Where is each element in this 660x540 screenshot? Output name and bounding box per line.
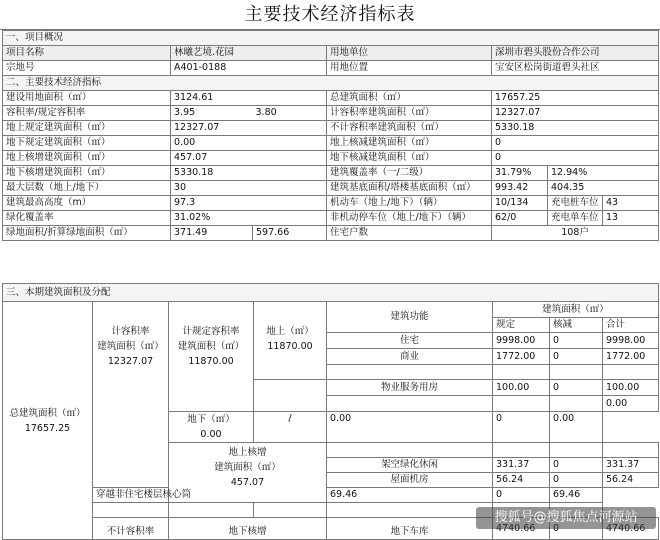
indicator-label: 计容积率建筑面积（㎡） bbox=[327, 106, 492, 121]
indicator-value: 371.49 bbox=[171, 226, 253, 241]
area-reduced: 0 bbox=[493, 412, 550, 443]
indicator-value-2: 43 bbox=[603, 196, 659, 211]
underground-label: 地下（㎡） bbox=[187, 414, 235, 425]
label-project-name: 项目名称 bbox=[3, 46, 171, 61]
indicator-value: 3124.61 bbox=[171, 91, 327, 106]
blank-cell bbox=[550, 396, 603, 412]
indicator-label: 绿化覆盖率 bbox=[3, 211, 171, 226]
area-reduced: 0 bbox=[550, 458, 603, 473]
blank-cell bbox=[327, 503, 493, 518]
function-name: / bbox=[254, 412, 327, 443]
indicator-label: 地上核减建筑面积（㎡） bbox=[327, 136, 492, 151]
area-regulated: 9998.00 bbox=[493, 333, 550, 349]
value-land-location: 宝安区松岗街道碧头社区 bbox=[492, 61, 659, 76]
far-value: 12327.07 bbox=[107, 356, 154, 367]
indicator-value: 31.02% bbox=[171, 211, 327, 226]
area-regulated: 69.46 bbox=[327, 488, 493, 503]
total-area-label: 总建筑面积（㎡） bbox=[9, 407, 86, 419]
indicator-label: 地上规定建筑面积（㎡） bbox=[3, 121, 171, 136]
above-ground-value: 11870.00 bbox=[267, 341, 313, 352]
area-total: 331.37 bbox=[603, 458, 659, 473]
underground-increase-label: 地下核增 bbox=[169, 518, 327, 540]
indicator-sublabel: 充电单车位 bbox=[548, 211, 603, 226]
indicator-label: 地下规定建筑面积（㎡） bbox=[3, 136, 171, 151]
area-total: 100.00 bbox=[603, 380, 659, 396]
indicator-label: 建筑基底面积/塔楼基底面积（㎡） bbox=[327, 181, 492, 196]
area-distribution-table bbox=[2, 283, 659, 540]
value-parcel-no: A401-0188 bbox=[171, 61, 327, 76]
area-total: 0.00 bbox=[603, 396, 659, 412]
parcel-row bbox=[3, 61, 659, 76]
label-parcel-no: 宗地号 bbox=[3, 61, 171, 76]
core-increase-cell bbox=[169, 443, 327, 503]
indicator-row bbox=[3, 136, 659, 151]
area-reduced: 0 bbox=[550, 333, 603, 349]
blank-cell bbox=[550, 443, 603, 458]
area-total: 56.24 bbox=[603, 473, 659, 488]
core-increase-label-2: 建筑面积（㎡） bbox=[214, 462, 281, 473]
regulated-far-cell bbox=[169, 302, 254, 412]
col-total: 合计 bbox=[603, 318, 659, 333]
indicator-label: 总建筑面积（㎡） bbox=[327, 91, 492, 106]
indicator-value: 0 bbox=[492, 151, 659, 166]
building-area-header: 建筑面积（㎡） bbox=[493, 302, 659, 318]
project-name-row bbox=[3, 46, 659, 61]
indicator-row bbox=[3, 91, 659, 106]
indicator-value: 17657.25 bbox=[492, 91, 659, 106]
indicator-value: 5330.18 bbox=[492, 121, 659, 136]
indicator-row bbox=[3, 151, 659, 166]
indicator-label: 容积率/规定容积率 bbox=[3, 106, 171, 121]
watermark: 搜狐号@搜狐焦点河源站 bbox=[476, 507, 656, 529]
function-name: 住宅 bbox=[327, 333, 493, 349]
indicator-label: 建筑最高高度（m） bbox=[3, 196, 171, 211]
area-regulated: 100.00 bbox=[493, 380, 550, 396]
regulated-far-value: 11870.00 bbox=[188, 356, 234, 367]
area-regulated: 1772.00 bbox=[493, 349, 550, 365]
function-name: 物业服务用房 bbox=[327, 380, 493, 396]
core-increase-value: 457.07 bbox=[230, 477, 265, 488]
area-total: 69.46 bbox=[550, 488, 603, 503]
area-reduced: 0 bbox=[550, 473, 603, 488]
indicator-value-2: 3.80 bbox=[253, 106, 327, 121]
indicator-value-2: 597.66 bbox=[253, 226, 327, 241]
blank-cell bbox=[493, 443, 550, 458]
indicator-value: 12327.07 bbox=[171, 121, 327, 136]
section-1-heading: 一、项目概况 bbox=[3, 31, 659, 46]
function-name: 商业 bbox=[327, 349, 493, 365]
area-total: 0.00 bbox=[550, 412, 603, 443]
value-land-unit: 深圳市碧头股份合作公司 bbox=[492, 46, 659, 61]
function-name: 地下车库 bbox=[327, 518, 493, 540]
indicator-value: 10/134 bbox=[492, 196, 548, 211]
core-increase-label-1: 地上核增 bbox=[228, 447, 267, 458]
indicator-value: 993.42 bbox=[492, 181, 548, 196]
section-3-heading-row bbox=[3, 284, 659, 302]
far-label-1: 计容积率 bbox=[111, 326, 150, 337]
blank-cell bbox=[603, 443, 659, 458]
blank-cell bbox=[93, 503, 169, 518]
indicator-label: 不计容积率建筑面积（㎡） bbox=[327, 121, 492, 136]
indicator-label: 最大层数（地上/地下） bbox=[3, 181, 171, 196]
value-project-name: 林曦艺境.花园 bbox=[171, 46, 327, 61]
non-far-label: 不计容积率 bbox=[93, 518, 169, 540]
far-area-cell bbox=[93, 302, 169, 488]
area-reduced: 0 bbox=[493, 488, 550, 503]
section-3-heading: 三、本期建筑面积及分配 bbox=[3, 284, 659, 302]
indicator-label: 地下核增建筑面积（㎡） bbox=[3, 166, 171, 181]
indicator-label: 地下核减建筑面积（㎡） bbox=[327, 151, 492, 166]
blank-cell bbox=[327, 396, 493, 412]
indicator-label: 建筑覆盖率（一/二级） bbox=[327, 166, 492, 181]
area-row bbox=[3, 488, 659, 503]
indicator-row bbox=[3, 226, 659, 241]
indicator-label: 绿地面积/折算绿地面积（㎡） bbox=[3, 226, 171, 241]
area-regulated: 56.24 bbox=[493, 473, 550, 488]
blank-cell bbox=[327, 365, 493, 380]
blank-cell bbox=[493, 365, 550, 380]
area-regulated: 331.37 bbox=[493, 458, 550, 473]
indicator-value-2: 404.35 bbox=[548, 181, 659, 196]
area-total: 1772.00 bbox=[603, 349, 659, 365]
indicator-value: 97.3 bbox=[171, 196, 327, 211]
indicator-value: 30 bbox=[171, 181, 327, 196]
blank-cell bbox=[169, 503, 254, 518]
area-reduced: 0 bbox=[550, 380, 603, 396]
indicator-row bbox=[3, 196, 659, 211]
col-regulated: 规定 bbox=[493, 318, 550, 333]
col-reduced: 核减 bbox=[550, 318, 603, 333]
function-name: 屋面机房 bbox=[327, 473, 493, 488]
section-1-heading-row bbox=[3, 31, 659, 46]
indicator-value: 5330.18 bbox=[171, 166, 327, 181]
indicator-value: 62/0 bbox=[492, 211, 548, 226]
above-ground-cell bbox=[254, 302, 327, 380]
blank-cell bbox=[254, 396, 327, 412]
building-function-header: 建筑功能 bbox=[327, 302, 493, 333]
blank-cell bbox=[254, 503, 327, 518]
regulated-far-label-2: 建筑面积（㎡） bbox=[177, 341, 245, 352]
indicator-label: 机动车（地上/地下）（辆） bbox=[327, 196, 492, 211]
indicator-label: 地上核增建筑面积（㎡） bbox=[3, 151, 171, 166]
indicator-value: 31.79% bbox=[492, 166, 548, 181]
indicator-value: 12327.07 bbox=[492, 106, 659, 121]
sheet-title: 主要技术经济指标表 bbox=[0, 0, 660, 30]
function-name: 穿越非住宅楼层核心筒 bbox=[93, 488, 169, 503]
indicator-row bbox=[3, 181, 659, 196]
total-area-value: 17657.25 bbox=[24, 422, 71, 434]
indicator-value: 0.00 bbox=[171, 136, 327, 151]
indicator-value-2: 13 bbox=[603, 211, 659, 226]
section-2-heading-row bbox=[3, 76, 659, 91]
section-2-heading: 二、主要技术经济指标 bbox=[3, 76, 659, 91]
blank-cell bbox=[603, 365, 659, 380]
indicator-label: 建设用地面积（㎡） bbox=[3, 91, 171, 106]
indicator-row bbox=[3, 211, 659, 226]
far-label-2: 建筑面积（㎡） bbox=[97, 341, 164, 352]
indicator-value: 108户 bbox=[492, 226, 659, 241]
indicators-table bbox=[2, 30, 659, 241]
area-regulated: 0.00 bbox=[327, 412, 493, 443]
regulated-far-label-1: 计规定容积率 bbox=[182, 326, 240, 337]
label-land-location: 用地位置 bbox=[327, 61, 492, 76]
indicator-row bbox=[3, 106, 659, 121]
function-name: 架空绿化休闲 bbox=[327, 458, 493, 473]
area-total: 9998.00 bbox=[603, 333, 659, 349]
blank-cell bbox=[327, 443, 493, 458]
area-reduced: 0 bbox=[550, 349, 603, 365]
indicator-value: 457.07 bbox=[171, 151, 327, 166]
indicator-value: 3.95 bbox=[171, 106, 253, 121]
blank-cell bbox=[493, 396, 550, 412]
header-row-1 bbox=[3, 302, 659, 318]
blank-cell bbox=[550, 365, 603, 380]
indicator-label: 住宅户数 bbox=[327, 226, 492, 241]
indicator-label: 非机动停车位（地上/地下）（辆） bbox=[327, 211, 492, 226]
underground-cell bbox=[169, 412, 254, 443]
total-area-cell bbox=[3, 302, 93, 540]
indicator-row bbox=[3, 166, 659, 181]
label-land-unit: 用地单位 bbox=[327, 46, 492, 61]
above-ground-label: 地上（㎡） bbox=[266, 326, 314, 337]
underground-value: 0.00 bbox=[200, 429, 222, 440]
indicator-row bbox=[3, 121, 659, 136]
slash-spacer bbox=[254, 380, 327, 396]
indicator-sublabel: 充电桩车位 bbox=[548, 196, 603, 211]
indicator-value-2: 12.94% bbox=[548, 166, 659, 181]
indicator-value: 0 bbox=[492, 136, 659, 151]
